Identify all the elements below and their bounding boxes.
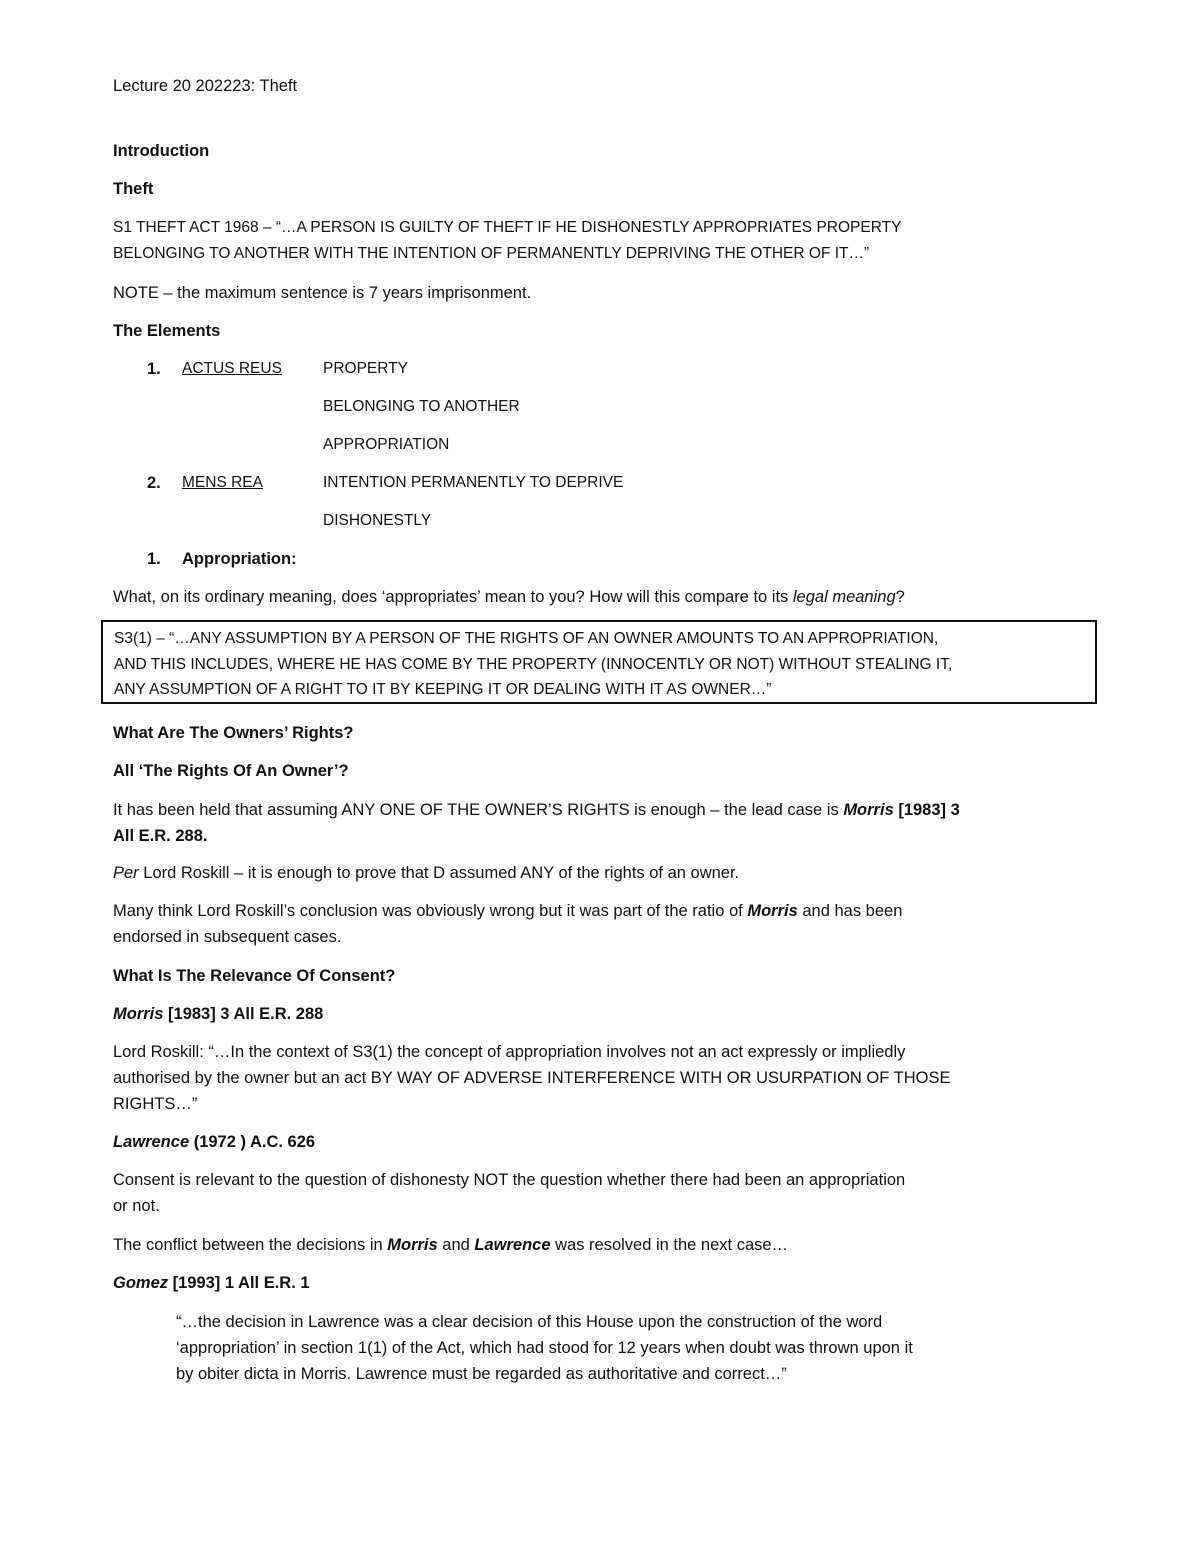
introduction-heading: Introduction	[113, 142, 210, 160]
element-value: INTENTION PERMANENTLY TO DEPRIVE	[323, 474, 624, 491]
element-value: DISHONESTLY	[323, 512, 432, 529]
box-line: S3(1) – “…ANY ASSUMPTION BY A PERSON OF THE RIGHTS OF AN OWNER AMOUNTS TO AN APPROPRIATION,	[114, 630, 939, 647]
maximum-sentence-note: NOTE – the maximum sentence is 7 years imprisonment.	[113, 284, 532, 302]
case-name: Gomez	[113, 1274, 169, 1292]
element-value: PROPERTY	[323, 360, 408, 377]
consent-paragraph-line-2: or not.	[113, 1197, 160, 1215]
box-line: ANY ASSUMPTION OF A RIGHT TO IT BY KEEPING IT OR DEALING WITH IT AS OWNER…”	[114, 681, 772, 698]
ordinary-meaning-question	[113, 586, 905, 608]
case-name: Morris	[113, 1005, 164, 1023]
consent-paragraph-line-1: Consent is relevant to the question of dishonesty NOT the question whether there had been an appropriation	[113, 1171, 906, 1189]
roskill-quote-line-3: RIGHTS…”	[113, 1095, 198, 1113]
per-emphasis: Per	[113, 864, 139, 882]
case-citation: (1972 ) A.C. 626	[189, 1133, 316, 1151]
element-number: 2.	[147, 474, 161, 492]
held-paragraph-line-1	[113, 799, 960, 821]
per-lord-roskill	[113, 862, 739, 884]
case-citation: [1993] 1 All E.R. 1	[168, 1274, 310, 1292]
element-value: BELONGING TO ANOTHER	[323, 398, 520, 415]
roskill-quote-line-2: authorised by the owner but an act BY WAY OF ADVERSE INTERFERENCE WITH OR USURPATION OF THOSE	[113, 1069, 951, 1087]
gomez-quote-line-1: “…the decision in Lawrence was a clear decision of this House upon the construction of the word	[176, 1313, 883, 1331]
gomez-quote-line-2: ‘appropriation’ in section 1(1) of the Act, which had stood for 12 years when doubt was thrown upon it	[176, 1339, 913, 1357]
held-text: It has been held that assuming ANY ONE OF THE OWNER’S RIGHTS is enough – the lead case is	[113, 801, 844, 819]
gomez-citation	[113, 1272, 310, 1294]
conflict-text: and	[437, 1236, 475, 1254]
element-term-mens-rea: MENS REA	[182, 474, 263, 491]
elements-heading: The Elements	[113, 322, 221, 340]
question-end: ?	[895, 588, 905, 606]
conflict-text: The conflict between the decisions in	[113, 1236, 388, 1254]
case-name: Lawrence	[474, 1236, 551, 1254]
owners-rights-heading: What Are The Owners’ Rights?	[113, 724, 354, 742]
element-value: APPROPRIATION	[323, 436, 450, 453]
conflict-paragraph	[113, 1234, 788, 1256]
many-think-line-2: endorsed in subsequent cases.	[113, 928, 342, 946]
theft-heading: Theft	[113, 180, 154, 198]
case-citation: [1983] 3	[893, 801, 960, 819]
appropriation-heading: Appropriation:	[182, 550, 297, 568]
case-name: Morris	[843, 801, 894, 819]
many-think-line-1	[113, 900, 902, 922]
many-text: Many think Lord Roskill’s conclusion was obviously wrong but it was part of the ratio of	[113, 902, 748, 920]
question-emphasis: legal meaning	[792, 588, 896, 606]
case-name: Lawrence	[113, 1133, 190, 1151]
consent-heading: What Is The Relevance Of Consent?	[113, 967, 396, 985]
many-text-end: and has been	[797, 902, 903, 920]
morris-citation	[113, 1003, 323, 1025]
s1-definition-line-2: BELONGING TO ANOTHER WITH THE INTENTION OF PERMANENTLY DEPRIVING THE OTHER OF IT…”	[113, 245, 870, 262]
question-text: What, on its ordinary meaning, does ‘appropriates’ mean to you? How will this compare to its	[113, 588, 793, 606]
s1-definition-line-1: S1 THEFT ACT 1968 – “…A PERSON IS GUILTY OF THEFT IF HE DISHONESTLY APPROPRIATES PROPERTY	[113, 219, 902, 236]
document-title: Lecture 20 202223: Theft	[113, 77, 298, 95]
element-term-actus-reus: ACTUS REUS	[182, 360, 282, 377]
case-citation: [1983] 3 All E.R. 288	[163, 1005, 324, 1023]
case-name: Morris	[747, 902, 798, 920]
lawrence-citation	[113, 1131, 315, 1153]
gomez-quote-line-3: by obiter dicta in Morris. Lawrence must be regarded as authoritative and correct…”	[176, 1365, 787, 1383]
element-number: 1.	[147, 360, 161, 378]
appropriation-number: 1.	[147, 550, 161, 568]
per-text: Lord Roskill – it is enough to prove that D assumed ANY of the rights of an owner.	[138, 864, 740, 882]
roskill-quote-line-1: Lord Roskill: “…In the context of S3(1) the concept of appropriation involves not an act expressly or impliedly	[113, 1043, 906, 1061]
conflict-text-end: was resolved in the next case…	[550, 1236, 789, 1254]
held-paragraph-line-2: All E.R. 288.	[113, 827, 208, 845]
case-name: Morris	[387, 1236, 438, 1254]
box-line: AND THIS INCLUDES, WHERE HE HAS COME BY THE PROPERTY (INNOCENTLY OR NOT) WITHOUT STEALING IT,	[114, 656, 953, 673]
all-rights-heading: All ‘The Rights Of An Owner’?	[113, 762, 349, 780]
s3-definition-box	[101, 620, 1097, 704]
